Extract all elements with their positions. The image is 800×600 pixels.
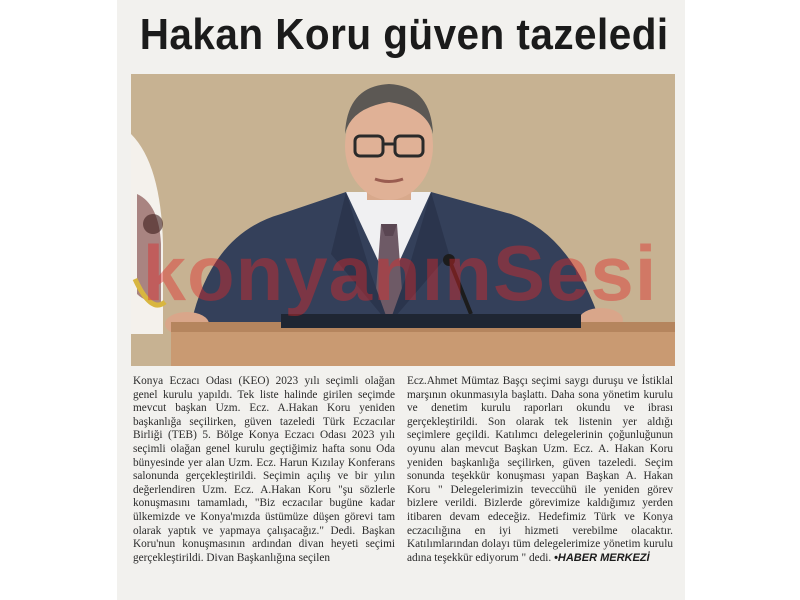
- column-2-body: Ecz.Ahmet Mümtaz Başçı seçimi saygı duruşu ve İstiklal marşının okunmasıyla başlattı. Daha sona yönetim kurulu ve denetim kurulu raporları okundu ve ibrası gerçekleştirildi. Son olarak tek listenin yer aldığı seçimlere geçildi. Katılımcı delegelerinin çoğunluğunun oyunu alan mevcut Başkan Uzm. Ecz. A. Hakan Koru yeniden başkanlığa seçilirken, güven tazeledi. Seçim sonunda teşekkür konuşması yapan Başkan A. Hakan Koru " Delegelerimizin teveccühü ile yeniden görev bizlere verildi. Bizlerde görevimize kaldığımız yerden itibaren devam edeceğiz. Hedefimiz Türk ve Konya eczacılığına en iyi hizmeti verebilme olacaktır. Katılımlarından dolayı tüm delegelerimize yönetim kurulu adına teşekkür ediyorum " dedi.: [407, 375, 673, 564]
- column-2-text: [407, 375, 673, 565]
- article-column-2: [407, 375, 673, 565]
- article-column-1: [133, 375, 395, 565]
- speaker-at-podium-photo: [131, 74, 675, 366]
- watermark-logo: konyanınSesi: [142, 229, 658, 317]
- column-1-text: Konya Eczacı Odası (KEO) 2023 yılı seçimli olağan genel kurulu yapıldı. Tek liste halinde girilen seçimde mevcut başkan Uzm. Ecz. A.Hakan Koru yeniden başkanlığa seçilirken, güven tazeledi Türk Eczacılar Birliği (TEB) 5. Bölge Konya Eczacı Odası 2023 yılı seçimli olağan genel kurulu geçtiğimiz hafta sonu Oda bünyesinde yer alan Uzm. Ecz. Harun Kızılay Konferans salonunda gerçekleştirildi. Seçimin açılış ve bir yılın değerlendiren Uzm. Ecz. A.Hakan Koru "şu sözlerle konuşmasını tamamladı, "Biz eczacılar bugüne kadar ülkemizde ve Konya'mızda üstümüze düşen görevi tam olarak yaptık ve yapmaya çalışacağız." Dedi. Başkan Koru'nun konuşmasının ardından divan heyeti seçimi gerçekleştirildi. Divan Başkanlığına seçilen: [133, 375, 395, 564]
- article-photo: [131, 74, 675, 366]
- headline: Hakan Koru güven tazeledi: [139, 10, 669, 59]
- byline: •HABER MERKEZİ: [554, 551, 650, 564]
